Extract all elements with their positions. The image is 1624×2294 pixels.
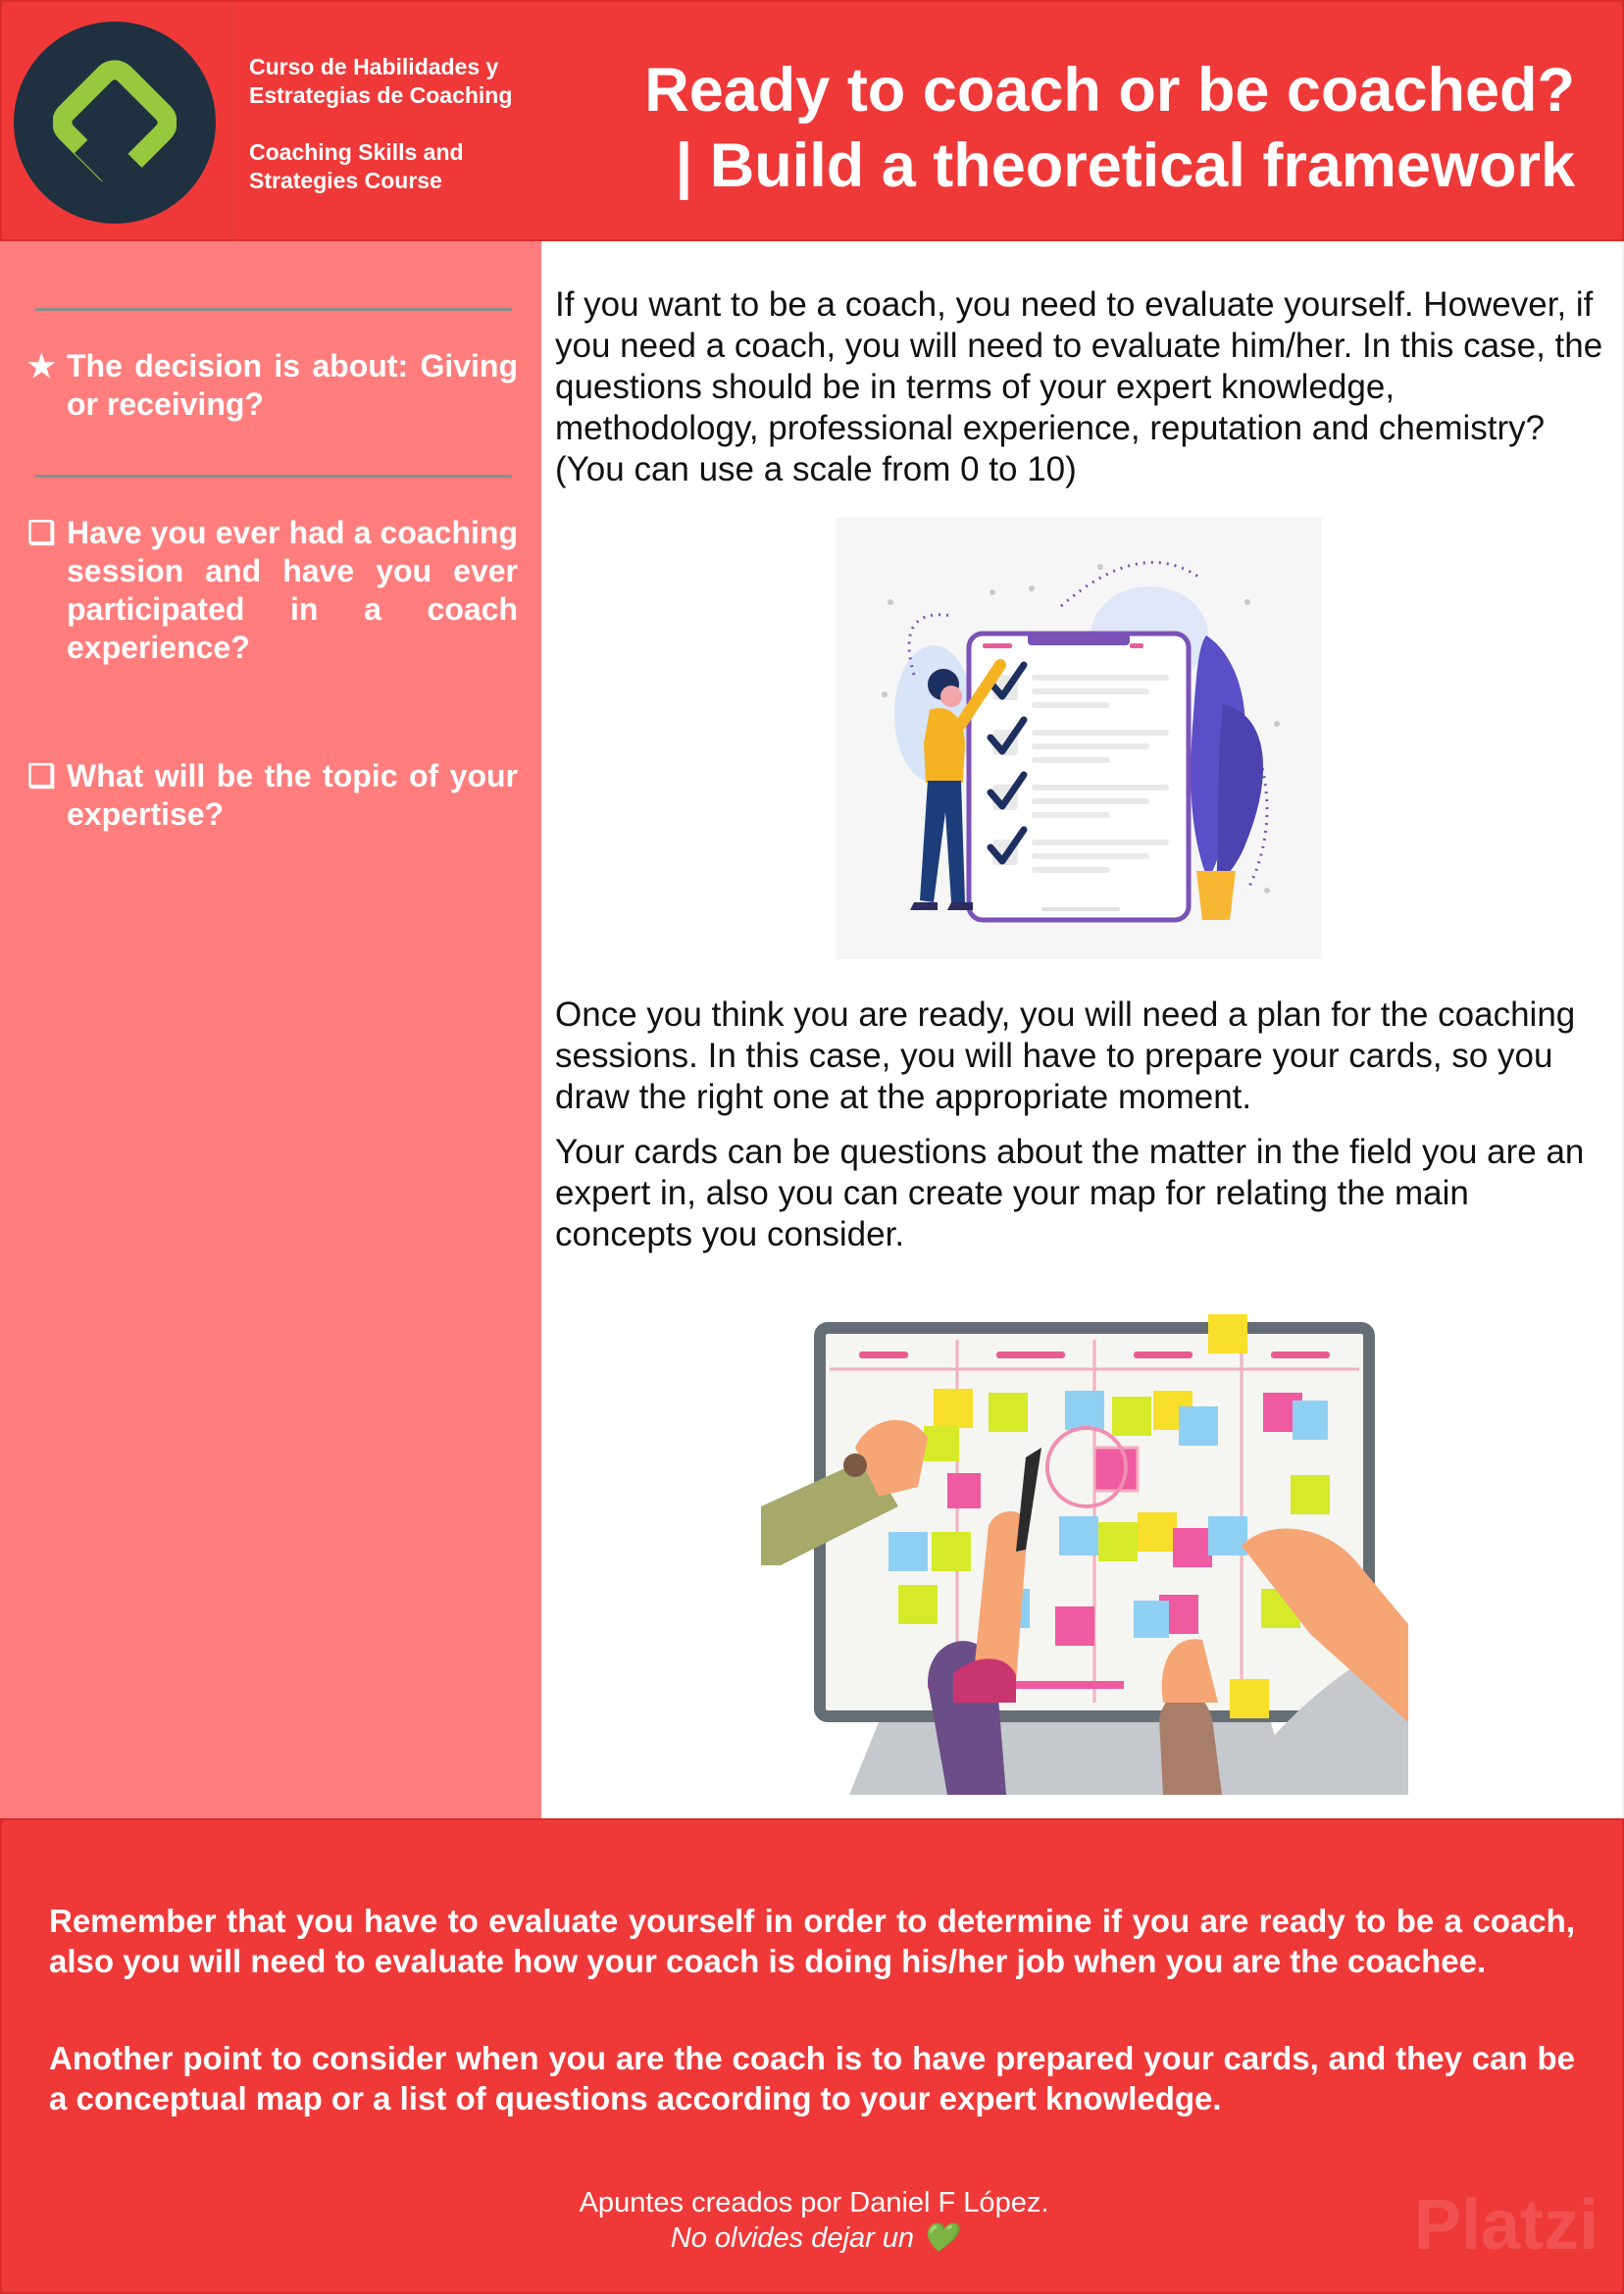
course-names — [249, 53, 563, 195]
summary-footer — [0, 1818, 1624, 2294]
platzi-watermark: Platzi — [1413, 2186, 1599, 2265]
divider — [35, 475, 512, 478]
credit-text: No olvides dejar un — [670, 2222, 915, 2254]
checkbox-bullet-icon: ❏ — [27, 515, 56, 550]
sidebar-item-decision — [27, 347, 518, 424]
author-credit — [2, 2185, 1624, 2256]
page-header — [0, 0, 1624, 241]
sidebar — [0, 241, 541, 1818]
checklist-illustration — [836, 518, 1322, 959]
star-bullet-icon: ★ — [27, 348, 56, 383]
sticky-notes-board-illustration — [761, 1310, 1408, 1795]
page-title — [555, 53, 1575, 204]
credit-line2 — [2, 2220, 1624, 2256]
course-name-es: Curso de Habilidades y Estrategias de Coaching — [249, 54, 513, 108]
credit-line1: Apuntes creados por Daniel F López. — [579, 2187, 1049, 2218]
plan-paragraph: Once you think you are ready, you will need a plan for the coaching sessions. In this case, you will have to prepare your cards, so you draw the right one at the appropriate moment. — [555, 995, 1576, 1116]
page-title-line2: | Build a theoretical framework — [675, 131, 1575, 200]
page-title-line1: Ready to coach or be coached? — [644, 56, 1575, 125]
logo-cell — [2, 2, 233, 243]
sidebar-item-text: The decision is about: Giving or receiving? — [67, 348, 518, 422]
intro-paragraph: If you want to be a coach, you need to evaluate yourself. However, if you need a coach, you will need to evaluate him/her. In this case, the questions should be in terms of your expert knowledge, methodology, professional experience, reputation and chemistry? (You can use a scale from 0 to 10) — [555, 285, 1603, 488]
summary-paragraph-1: Remember that you have to evaluate yourself in order to determine if you are ready to be a coach, also you will need to evaluate how your coach is doing his/her job when you are the coachee. — [49, 1903, 1575, 1979]
sidebar-item-text: Have you ever had a coaching session and have you ever participated in a coach experience? — [67, 515, 518, 665]
cards-paragraph: Your cards can be questions about the matter in the field you are an expert in, also you can create your map for relating the main concepts you consider. — [555, 1133, 1585, 1253]
sidebar-item-experience — [27, 514, 518, 667]
course-name-en: Coaching Skills and Strategies Course — [249, 139, 464, 193]
divider — [35, 308, 512, 311]
checkbox-bullet-icon: ❏ — [27, 758, 56, 793]
sidebar-item-text: What will be the topic of your expertise? — [67, 758, 518, 832]
platzi-logo-icon — [14, 22, 216, 224]
sidebar-item-topic — [27, 757, 518, 834]
summary-paragraph-2: Another point to consider when you are the coach is to have prepared your cards, and they can be a conceptual map or a list of questions according to your expert knowledge. — [49, 2040, 1575, 2116]
heart-icon: 💚 — [922, 2222, 958, 2254]
main-content — [541, 241, 1624, 1818]
